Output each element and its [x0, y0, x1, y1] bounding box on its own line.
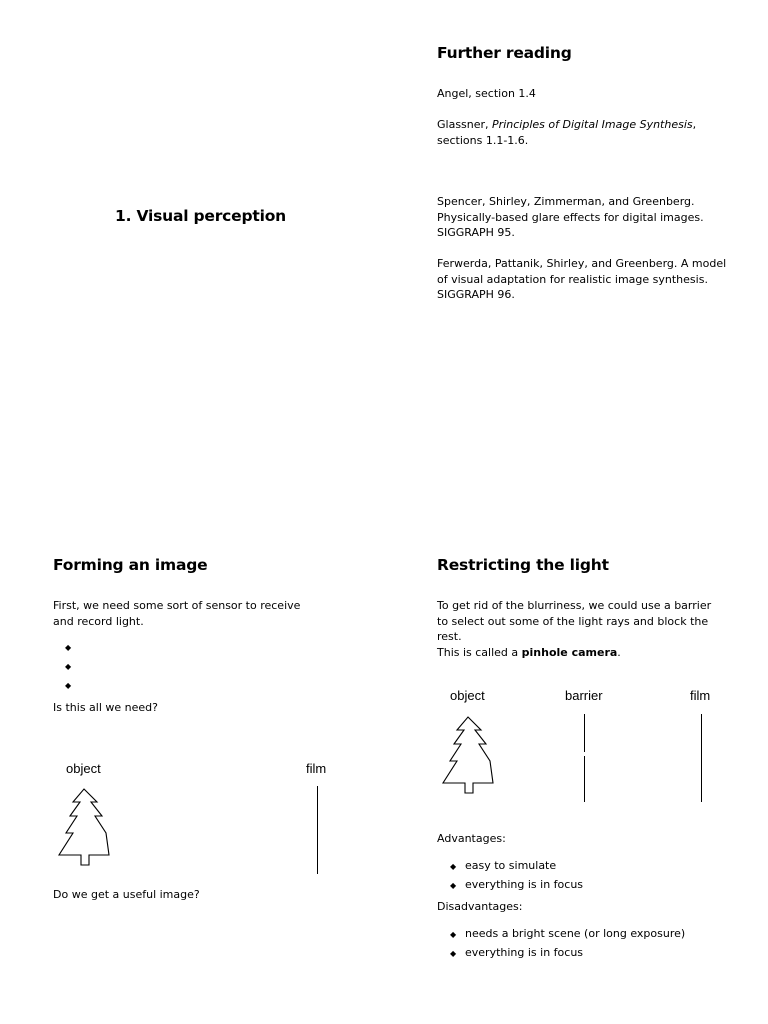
list-item — [437, 926, 737, 945]
diagram-label-film: film — [690, 688, 711, 703]
slide4-intro: To get rid of the blurriness, we could use a barrier to select out some of the light rays and block the rest. — [437, 599, 712, 643]
reference-ferwerda: Ferwerda, Pattanik, Shirley, and Greenberg. A model of visual adaptation for realistic image synthesis. SIGGRAPH 96. — [437, 257, 727, 301]
slide4-pinhole-text — [437, 645, 621, 661]
bullet-icon: ◆ — [450, 862, 457, 871]
slide2-title: Further reading — [437, 44, 572, 62]
bullet-icon: ◆ — [450, 881, 457, 890]
disadvantages-list — [437, 926, 737, 964]
reference-glassner-book: Principles of Digital Image Synthesis — [492, 118, 693, 131]
list-item — [437, 858, 737, 877]
diagram-label-film: film — [306, 761, 327, 776]
film-line — [317, 786, 318, 874]
advantages-heading: Advantages: — [437, 832, 506, 845]
list-item — [437, 945, 737, 964]
reference-spencer: Spencer, Shirley, Zimmerman, and Greenberg. Physically-based glare effects for digital images. SIGGRAPH 95. — [437, 195, 704, 239]
barrier-top-line — [584, 714, 585, 752]
bullet-icon: ◆ — [65, 662, 72, 671]
reference-glassner-author: Glassner, — [437, 118, 493, 131]
slide4-title: Restricting the light — [437, 556, 609, 574]
pinhole-term: pinhole camera — [521, 646, 618, 659]
pinhole-suffix: . — [617, 646, 621, 659]
bullet-icon: ◆ — [450, 930, 457, 939]
bullet-icon: ◆ — [450, 949, 457, 958]
slide3-question: Is this all we need? — [53, 701, 158, 714]
reference-glassner — [437, 117, 737, 148]
disadvantage-text: everything is in focus — [465, 946, 584, 959]
barrier-bottom-line — [584, 756, 585, 802]
reference-angel: Angel, section 1.4 — [437, 87, 536, 100]
advantage-text: easy to simulate — [465, 859, 557, 872]
diagram-label-object: object — [450, 688, 485, 703]
bullet-icon: ◆ — [65, 681, 72, 690]
advantage-text: everything is in focus — [465, 878, 584, 891]
list-item — [437, 877, 737, 896]
diagram-label-object: object — [66, 761, 101, 776]
slide3-intro: First, we need some sort of sensor to receive and record light. — [53, 599, 301, 628]
slide3-closing: Do we get a useful image? — [53, 888, 200, 901]
diagram-label-barrier: barrier — [565, 688, 603, 703]
slide3-title: Forming an image — [53, 556, 208, 574]
pinhole-prefix: This is called a — [437, 646, 522, 659]
slide1-title: 1. Visual perception — [115, 207, 286, 225]
tree-icon — [57, 788, 111, 868]
tree-icon — [441, 716, 495, 796]
disadvantage-text: needs a bright scene (or long exposure) — [465, 927, 686, 940]
advantages-list — [437, 858, 737, 896]
film-line — [701, 714, 702, 802]
bullet-icon: ◆ — [65, 643, 72, 652]
disadvantages-heading: Disadvantages: — [437, 900, 523, 913]
reference-glassner-sections: , sections 1.1-1.6. — [437, 118, 697, 147]
